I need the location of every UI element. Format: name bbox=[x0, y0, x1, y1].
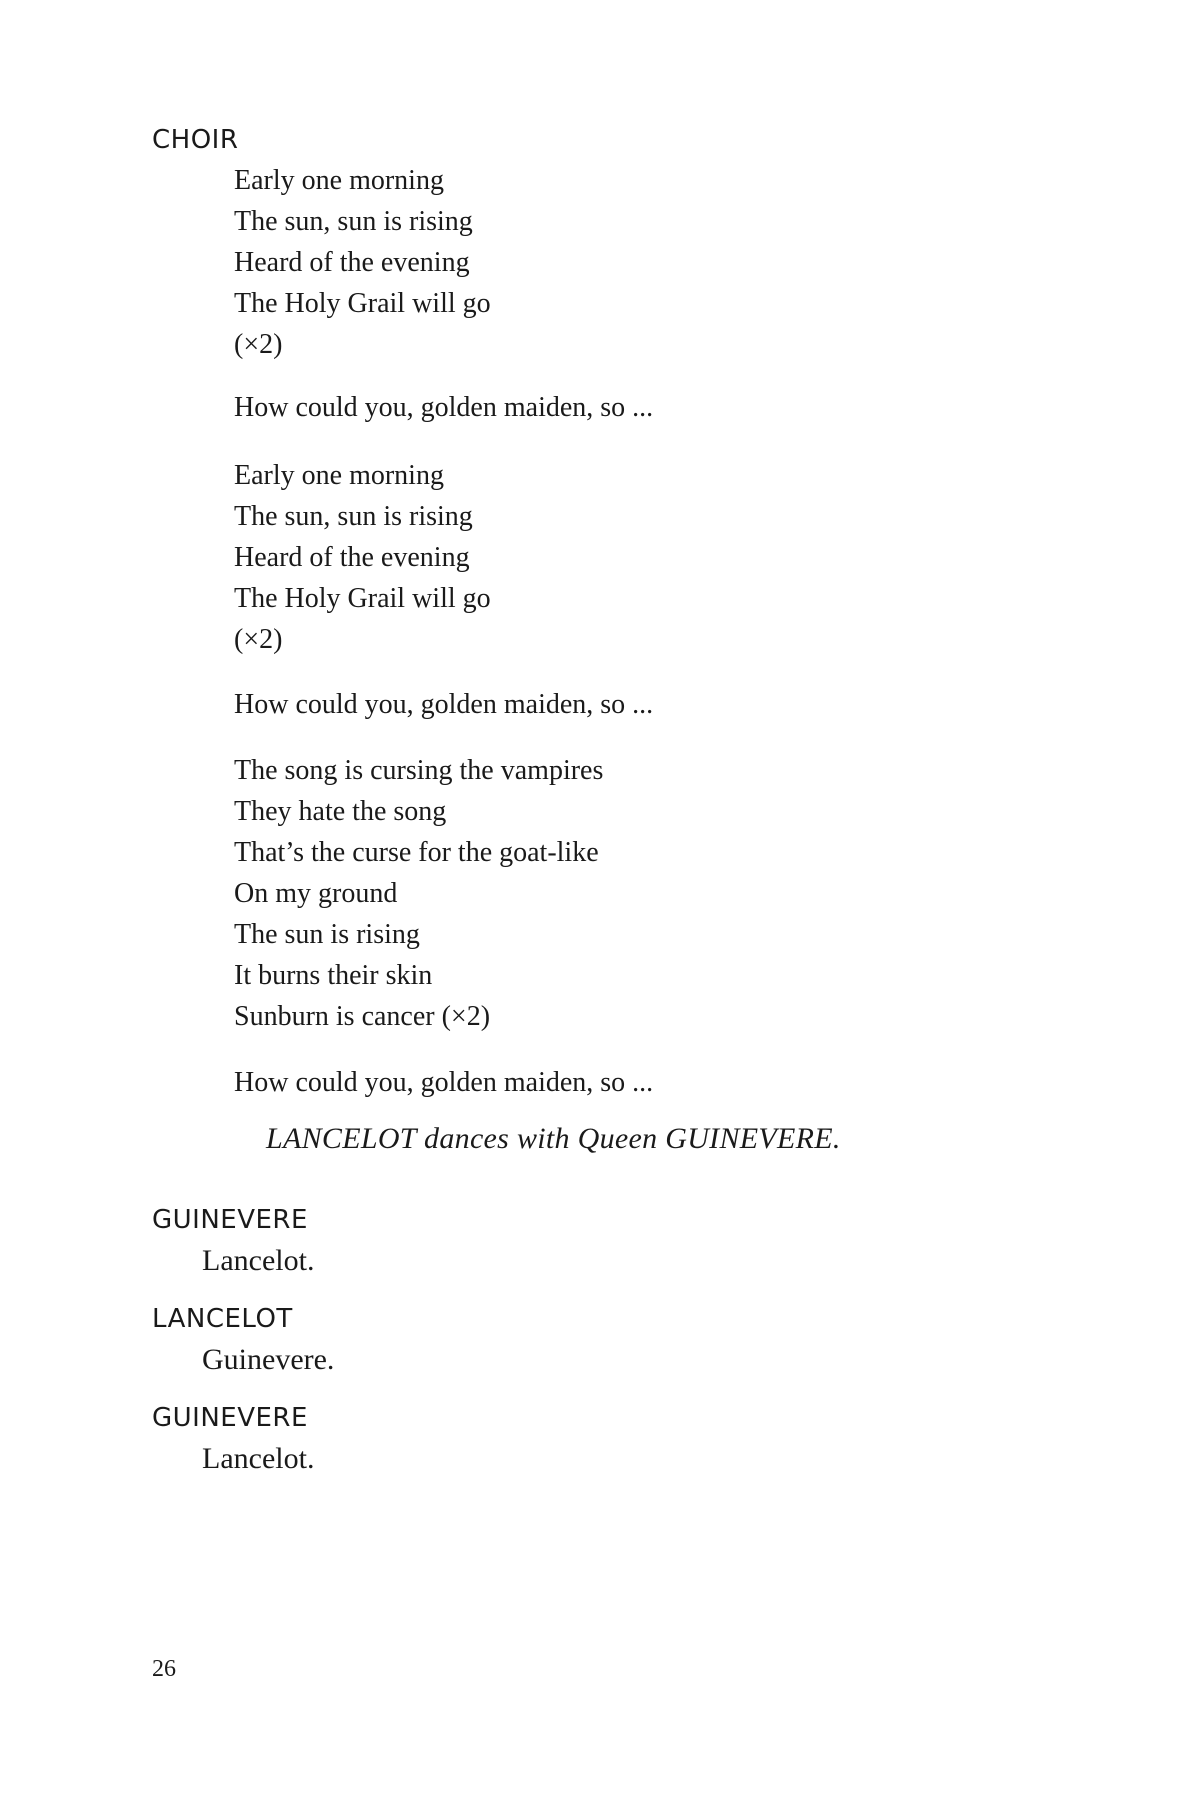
repeat-marker: (×2) bbox=[234, 329, 283, 360]
speaker-guinevere: GUINEVERE bbox=[152, 1403, 308, 1433]
stage-direction: LANCELOT dances with Queen GUINEVERE. bbox=[266, 1122, 841, 1155]
lyric-line: It burns their skin bbox=[234, 960, 433, 991]
refrain-line: How could you, golden maiden, so ... bbox=[234, 689, 654, 720]
lyric-line: That’s the curse for the goat-like bbox=[234, 837, 599, 868]
lyric-line: Heard of the evening bbox=[234, 542, 470, 573]
lyric-line: Sunburn is cancer (×2) bbox=[234, 1001, 491, 1032]
lyric-line: They hate the song bbox=[234, 796, 447, 827]
lyric-line: Early one morning bbox=[234, 165, 444, 196]
speaker-guinevere: GUINEVERE bbox=[152, 1205, 308, 1235]
lyric-line: The Holy Grail will go bbox=[234, 583, 491, 614]
refrain-line: How could you, golden maiden, so ... bbox=[234, 392, 654, 423]
lyric-line: Heard of the evening bbox=[234, 247, 470, 278]
refrain-line: How could you, golden maiden, so ... bbox=[234, 1067, 654, 1098]
dialogue-line: Guinevere. bbox=[202, 1343, 335, 1376]
repeat-marker: (×2) bbox=[234, 624, 283, 655]
dialogue-line: Lancelot. bbox=[202, 1442, 315, 1475]
page-number: 26 bbox=[152, 1656, 176, 1682]
lyric-line: The sun, sun is rising bbox=[234, 501, 473, 532]
speaker-lancelot: LANCELOT bbox=[152, 1304, 293, 1334]
lyric-line: The sun is rising bbox=[234, 919, 420, 950]
lyric-line: The Holy Grail will go bbox=[234, 288, 491, 319]
dialogue-line: Lancelot. bbox=[202, 1244, 315, 1277]
lyric-line: The song is cursing the vampires bbox=[234, 755, 604, 786]
speaker-choir: CHOIR bbox=[152, 125, 239, 155]
lyric-line: The sun, sun is rising bbox=[234, 206, 473, 237]
lyric-line: On my ground bbox=[234, 878, 398, 909]
lyric-line: Early one morning bbox=[234, 460, 444, 491]
